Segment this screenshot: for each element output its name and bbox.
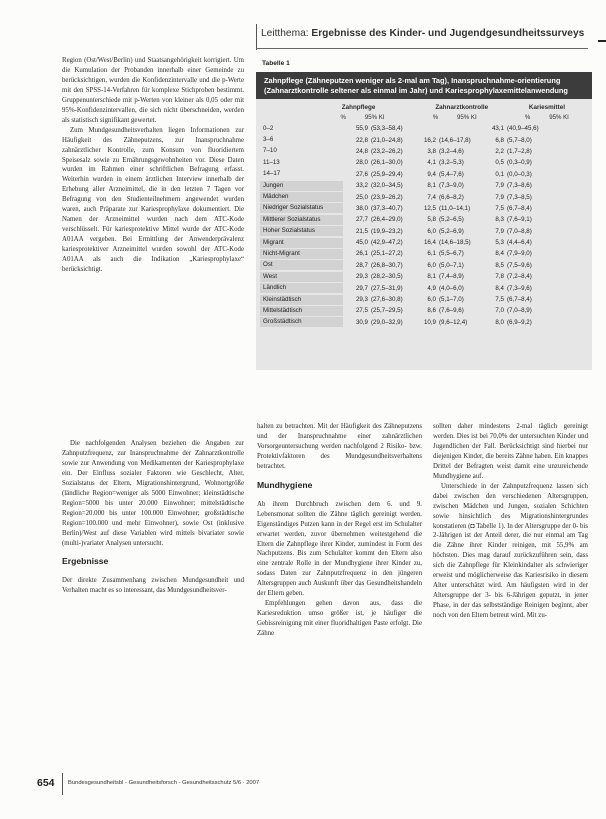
cell-percent: 45,0 <box>355 239 368 247</box>
cell-percent: 27,5 <box>355 307 368 315</box>
cell-percent: 5,3 <box>495 239 504 247</box>
cell-percent: 55,9 <box>355 125 368 133</box>
paragraph: Unterschiede in der Zahnputzfrequenz lassen sich dabei zwischen den verschiedenen Altersgruppen, zwischen Mädchen und Jungen, sozialen Schichten sowie hinsichtlich des Migrationshintergrundes konstatieren (◘ Tabelle 1). In der Altersgruppe der 0- bis 2-Jährigen ist der Anteil derer, die nur einmal am Tag die Zähne ihrer Kinder reinigen, mit 55,9% am höchsten. Dies mag darauf zurückzuführen sein, dass sich die Zahnpflege für Kleinkindalter als schwieriger erweist und möglicherweise das Kariesrisiko in diesem Alter unterschätzt wird. Am häufigsten wird in der Altersgruppe der 3- bis 6-Jährigen geputzt, in jener Phase, in der das selbstständige Reinigen beginnt, aber noch von den Eltern betreut wird. Mit zu- <box>433 482 588 620</box>
cell-percent: 16,4 <box>423 239 436 247</box>
cell-ci: (40,9–45,6) <box>507 125 539 133</box>
row-label: Mädchen <box>260 192 343 202</box>
table-row <box>260 260 588 271</box>
table-row <box>260 146 588 157</box>
cell-ci: (14,6–18,5) <box>439 239 471 247</box>
cell-ci: (26,8–30,7) <box>371 261 403 269</box>
cell-ci: (5,4–7,6) <box>439 170 464 178</box>
cell-percent: 26,1 <box>355 250 368 258</box>
cell-percent: 6,0 <box>427 261 436 269</box>
cell-ci: (3,2–5,3) <box>439 159 464 167</box>
cell-ci: (5,0–7,1) <box>439 261 464 269</box>
footer-separator <box>62 773 63 795</box>
group-header-kariesmittel: Kariesmittel <box>528 104 565 111</box>
page-edge-mark <box>598 40 606 42</box>
table-rows <box>260 123 588 328</box>
cell-ci: (27,6–30,8) <box>371 296 403 304</box>
page-number: 654 <box>37 777 55 789</box>
cell-percent: 25,0 <box>355 193 368 201</box>
row-label: West <box>260 272 343 282</box>
table-row <box>260 317 588 328</box>
cell-ci: (37,3–40,7) <box>371 204 403 212</box>
column-3 <box>433 422 588 621</box>
table-row <box>260 248 588 259</box>
cell-percent: 24,8 <box>355 147 368 155</box>
cell-percent: 8,1 <box>427 273 436 281</box>
group-header-zahnpflege: Zahnpflege <box>341 104 376 111</box>
cell-ci: (6,7–8,4) <box>507 204 532 212</box>
cell-percent: 6,1 <box>427 250 436 258</box>
cell-ci: (25,1–27,2) <box>371 250 403 258</box>
cell-ci: (26,4–29,0) <box>371 216 403 224</box>
table-row <box>260 123 588 134</box>
cell-percent: 8,5 <box>495 261 504 269</box>
cell-percent: 8,6 <box>427 307 436 315</box>
row-label: Großstädtisch <box>260 317 343 327</box>
cell-ci: (5,2–6,9) <box>439 227 464 235</box>
cell-ci: (32,0–34,5) <box>371 182 403 190</box>
column-1-bottom <box>62 439 244 596</box>
row-label: Mittelstädtisch <box>260 306 343 316</box>
table-row <box>260 191 588 202</box>
cell-percent: 29,7 <box>355 284 368 292</box>
row-label: 0–2 <box>263 124 274 132</box>
cell-percent: 7,9 <box>495 227 504 235</box>
cell-percent: 4,1 <box>427 159 436 167</box>
row-label: Migrant <box>260 238 343 248</box>
cell-percent: 12,5 <box>423 204 436 212</box>
cell-percent: 30,9 <box>355 318 368 326</box>
cell-percent: 5,8 <box>427 216 436 224</box>
table-row <box>260 271 588 282</box>
cell-percent: 38,0 <box>355 204 368 212</box>
row-label: 7–10 <box>263 147 277 155</box>
row-label: Mittlerer Sozialstatus <box>260 215 343 225</box>
cell-ci: (7,2–8,4) <box>507 273 532 281</box>
cell-ci: (6,9–9,2) <box>507 318 532 326</box>
paragraph: Zum Mundgesundheitsverhalten liegen Informationen zur Häufigkeit des Zähneputzens, zur Inanspruchnahme zahnärztlicher Kontrolle, zum Konsum von fluoridiertem Speisesalz sowie zu Ernährungsgewohnheiten vor. Diese Daten wurden im Rahmen einer schriftlichen Befragung erfasst. Weiterhin wurden in einem ärztlichen Interview innerhalb der Erhebung aller Arzneimittel, die in den letzten 7 Tagen vor Befragung von den Studienteilnehmern angewendet wurden waren, auch Präparate zur Kariesprophylaxe dokumentiert. Die Namen der Arzneimittel wurden nach dem ATC-Kode verschlüsselt. Für kariesprotektive Mittel wurde der ATC-Kode A01AA vergeben. Bei Ermittlung der Anwenderprävalenz kariesprotektiver Arzneimittel wurden sowohl der ATC-Kode A01AA als auch die Indikation „Kariesprophylaxe“ berücksichtigt. <box>62 126 244 274</box>
cell-percent: 0,5 <box>495 159 504 167</box>
cell-percent: 2,2 <box>495 147 504 155</box>
cell-ci: (5,7–8,0) <box>507 136 532 144</box>
cell-ci: (25,9–29,4) <box>371 170 403 178</box>
cell-percent: 4,9 <box>427 284 436 292</box>
cell-ci: (7,9–9,0) <box>507 250 532 258</box>
table-row <box>260 203 588 214</box>
paragraph: Empfehlungen gehen davon aus, dass die Kariesreduktion umso größer ist, je häufiger die Gebissreinigung mit einer fluoridhaltigen Paste erfolgt. Die Zähne <box>257 600 422 638</box>
cell-ci: (23,9–26,2) <box>371 193 403 201</box>
cell-ci: (3,2–4,6) <box>439 147 464 155</box>
cell-percent: 27,7 <box>355 216 368 224</box>
cell-ci: (7,5–9,6) <box>507 261 532 269</box>
table-subheader <box>260 113 588 123</box>
cell-percent: 7,8 <box>495 273 504 281</box>
table-row <box>260 180 588 191</box>
cell-ci: (4,0–6,0) <box>439 284 464 292</box>
cell-percent: 8,4 <box>495 250 504 258</box>
cell-ci: (7,4–8,9) <box>439 273 464 281</box>
paragraph: sollten daher mindestens 2-mal täglich gereinigt werden. Dies ist bei 70,0% der untersuchten Kinder und Jugendlichen der Fall. Berücksichtigt sind hierbei nur diejenigen Kinder, die bereits Zähne haben. Ein knappes Drittel der Befragten weist damit eine unzureichende Mundhygiene auf. <box>433 423 588 480</box>
cell-ci: (42,9–47,2) <box>371 239 403 247</box>
row-label: Nicht-Migrant <box>260 249 343 259</box>
paragraph: Ab ihrem Durchbruch zwischen dem 6. und 9. Lebensmonat sollten die Zähne täglich gereinigt werden. Eigenständiges Putzen kann in der Regel erst im Schulalter erwartet werden, zuvor übernehmen weitestgehend die Eltern die Zahnpflege ihrer Kinder, zumindest in Form des Nachputzens. Bis zum Schulalter kommt den Eltern also eine zentrale Rolle in der Mundhygiene ihrer Kinder zu, sodass Daten zur Zahnputzfrequenz in den jüngeren Altersgruppen auch Auskunft über das Gesundheitshandeln der Eltern geben. <box>257 500 422 598</box>
paragraph: halten zu betrachten. Mit der Häufigkeit des Zähneputzens und der Inanspruchnahme einer zahnärztlichen Vorsorgeuntersuchung werden nachfolgend 2 Risiko- bzw. Protektivfaktoren des Mundgesundheitsverhaltens betrachtet. <box>257 423 422 470</box>
cell-percent: 9,4 <box>427 170 436 178</box>
cell-ci: (7,3–8,5) <box>507 193 532 201</box>
subhead-percent: % <box>432 114 439 121</box>
cell-percent: 33,2 <box>355 182 368 190</box>
cell-percent: 3,8 <box>427 147 436 155</box>
cell-percent: 7,5 <box>495 204 504 212</box>
cell-ci: (19,9–23,2) <box>371 227 403 235</box>
subhead-ci: 95% KI <box>364 114 385 121</box>
cell-percent: 27,6 <box>355 170 368 178</box>
paragraph: Der direkte Zusammenhang zwischen Mundgesundheit und Verhalten macht es so interessant, das Mundgesundheitsver- <box>62 577 244 595</box>
cell-percent: 16,2 <box>423 136 436 144</box>
table-row <box>260 214 588 225</box>
cell-ci: (0,3–0,9) <box>507 159 532 167</box>
subhead-ci: 95% KI <box>549 114 569 121</box>
cell-percent: 7,9 <box>495 182 504 190</box>
cell-ci: (7,3–9,6) <box>507 284 532 292</box>
cell-ci: (7,6–9,1) <box>507 216 532 224</box>
table-caption: Zahnpflege (Zähneputzen weniger als 2-mal am Tag), Inanspruchnahme-orientierung (Zahnarztkontrolle seltener als einmal im Jahr) und Kariesprophylaxemittelanwendung <box>256 72 592 99</box>
row-label: Ländlich <box>260 283 343 293</box>
cell-ci: (9,6–12,4) <box>439 318 468 326</box>
cell-ci: (5,2–6,5) <box>439 216 464 224</box>
cell-percent: 6,0 <box>427 227 436 235</box>
table-body <box>256 99 592 370</box>
subhead-percent: % <box>340 114 346 121</box>
table-row <box>260 282 588 293</box>
row-label: Hoher Sozialstatus <box>260 226 343 236</box>
table-group-header <box>260 102 588 113</box>
cell-percent: 7,9 <box>495 193 504 201</box>
cell-percent: 8,0 <box>495 318 504 326</box>
cell-percent: 7,0 <box>495 307 504 315</box>
table-row <box>260 157 588 168</box>
paragraph: Die nachfolgenden Analysen beziehen die Angaben zur Zahnputzfrequenz, zur Inanspruchnahme der Zahnarztkontrolle sowie zur Anwendung von Medikamenten der Kariesprophylaxe ein. Der Einfluss sozialer Faktoren wie Geschlecht, Alter, Sozialstatus der Eltern, Migrationshintergrund, Wohnortgröße (ländliche Region=weniger als 5000 Einwohner; kleinstädtische Region=5000 bis unter 20.000 Einwohner; mittelstädtische Region=20.000 bis unter 100.000 Einwohner; großstädtische Region=100.000 und mehr Einwohner), sowie Ost (inklusive Berlin)/West auf diese Variablen wird mittels bivariater sowie (multi-)variater Analysen untersucht. <box>62 440 244 547</box>
cell-percent: 8,3 <box>495 216 504 224</box>
table-1 <box>256 56 592 410</box>
group-header-zahnarztkontrolle: Zahnarztkontrolle <box>435 104 489 111</box>
column-2 <box>257 422 422 639</box>
row-label: Ost <box>260 260 343 270</box>
row-label: Kleinstädtisch <box>260 295 343 305</box>
cell-percent: 22,8 <box>355 136 368 144</box>
paragraph: Region (Ost/West/Berlin) und Staatsangehörigkeit korrigiert. Um die Kumulation der Probanden innerhalb einer Gemeinde zu berücksichtigen, wurden die Konfidenzintervalle und die p-Werte mit den SPSS-14-Verfahren für komplexe Stichproben bestimmt. Gruppenunterschiede mit p-Werten von kleiner als 0,05 oder mit 95%-Konfidenzintervallen, die sich nicht überschneiden, werden als statistisch signifikant gewertet. <box>62 57 244 124</box>
cell-percent: 28,7 <box>355 261 368 269</box>
cell-percent: 0,1 <box>495 170 504 178</box>
cell-percent: 7,4 <box>427 193 436 201</box>
header-prefix: Leitthema: <box>261 28 312 39</box>
cell-ci: (27,5–31,9) <box>371 284 403 292</box>
subhead-percent: % <box>524 114 531 121</box>
cell-ci: (29,0–32,9) <box>371 318 403 326</box>
cell-ci: (1,7–2,8) <box>507 147 532 155</box>
cell-percent: 29,3 <box>355 273 368 281</box>
cell-percent: 21,5 <box>355 227 368 235</box>
cell-percent: 8,1 <box>427 182 436 190</box>
cell-percent: 10,9 <box>423 318 436 326</box>
running-header <box>261 28 584 39</box>
cell-ci: (7,0–8,9) <box>507 307 532 315</box>
cell-ci: (5,5–6,7) <box>439 250 464 258</box>
row-label: 14–17 <box>263 170 281 178</box>
cell-ci: (6,7–8,4) <box>507 296 532 304</box>
cell-percent: 29,3 <box>355 296 368 304</box>
header-rule-vertical <box>256 24 257 50</box>
row-label: Jungen <box>260 181 343 191</box>
cell-ci: (28,2–30,5) <box>371 273 403 281</box>
header-title: Ergebnisse des Kinder- und Jugendgesundheitssurveys <box>311 28 585 39</box>
subhead-ci: 95% KI <box>457 114 477 121</box>
cell-ci: (7,6–9,6) <box>439 307 464 315</box>
row-label: Niedriger Sozialstatus <box>260 203 343 213</box>
journal-footer: Bundesgesundheitsbl - Gesundheitsforsch - Gesundheitsschutz 5/6 · 2007 <box>68 780 260 786</box>
table-row <box>260 294 588 305</box>
table-label: Tabelle 1 <box>262 60 290 67</box>
cell-ci: (6,6–8,2) <box>439 193 464 201</box>
cell-ci: (23,2–26,2) <box>371 147 403 155</box>
cell-ci: (4,4–6,4) <box>507 239 532 247</box>
cell-percent: 28,0 <box>355 159 368 167</box>
cell-ci: (25,7–29,5) <box>371 307 403 315</box>
header-rule-horizontal <box>256 48 588 49</box>
cell-ci: (7,0–8,8) <box>507 227 532 235</box>
cell-percent: 43,1 <box>491 125 504 133</box>
cell-ci: (26,1–30,0) <box>371 159 403 167</box>
cell-ci: (7,3–9,0) <box>439 182 464 190</box>
row-label: 3–6 <box>263 136 274 144</box>
cell-ci: (0,0–0,3) <box>507 170 532 178</box>
cell-percent: 6,8 <box>495 136 504 144</box>
cell-ci: (14,6–17,8) <box>439 136 471 144</box>
cell-ci: (21,0–24,8) <box>371 136 403 144</box>
row-label: 11–13 <box>263 158 280 166</box>
table-row <box>260 134 588 145</box>
section-heading: Mundhygiene <box>257 479 313 490</box>
cell-ci: (11,0–14,1) <box>439 204 471 212</box>
table-row <box>260 237 588 248</box>
cell-ci: (53,3–58,4) <box>371 125 403 133</box>
table-row <box>260 226 588 237</box>
table-row <box>260 169 588 180</box>
cell-percent: 6,0 <box>427 296 436 304</box>
section-heading: Ergebnisse <box>62 556 109 567</box>
cell-percent: 8,4 <box>495 284 504 292</box>
cell-ci: (7,3–8,6) <box>507 182 532 190</box>
table-row <box>260 305 588 316</box>
column-1-top <box>62 56 244 275</box>
cell-percent: 7,5 <box>495 296 504 304</box>
cell-ci: (5,1–7,0) <box>439 296 464 304</box>
